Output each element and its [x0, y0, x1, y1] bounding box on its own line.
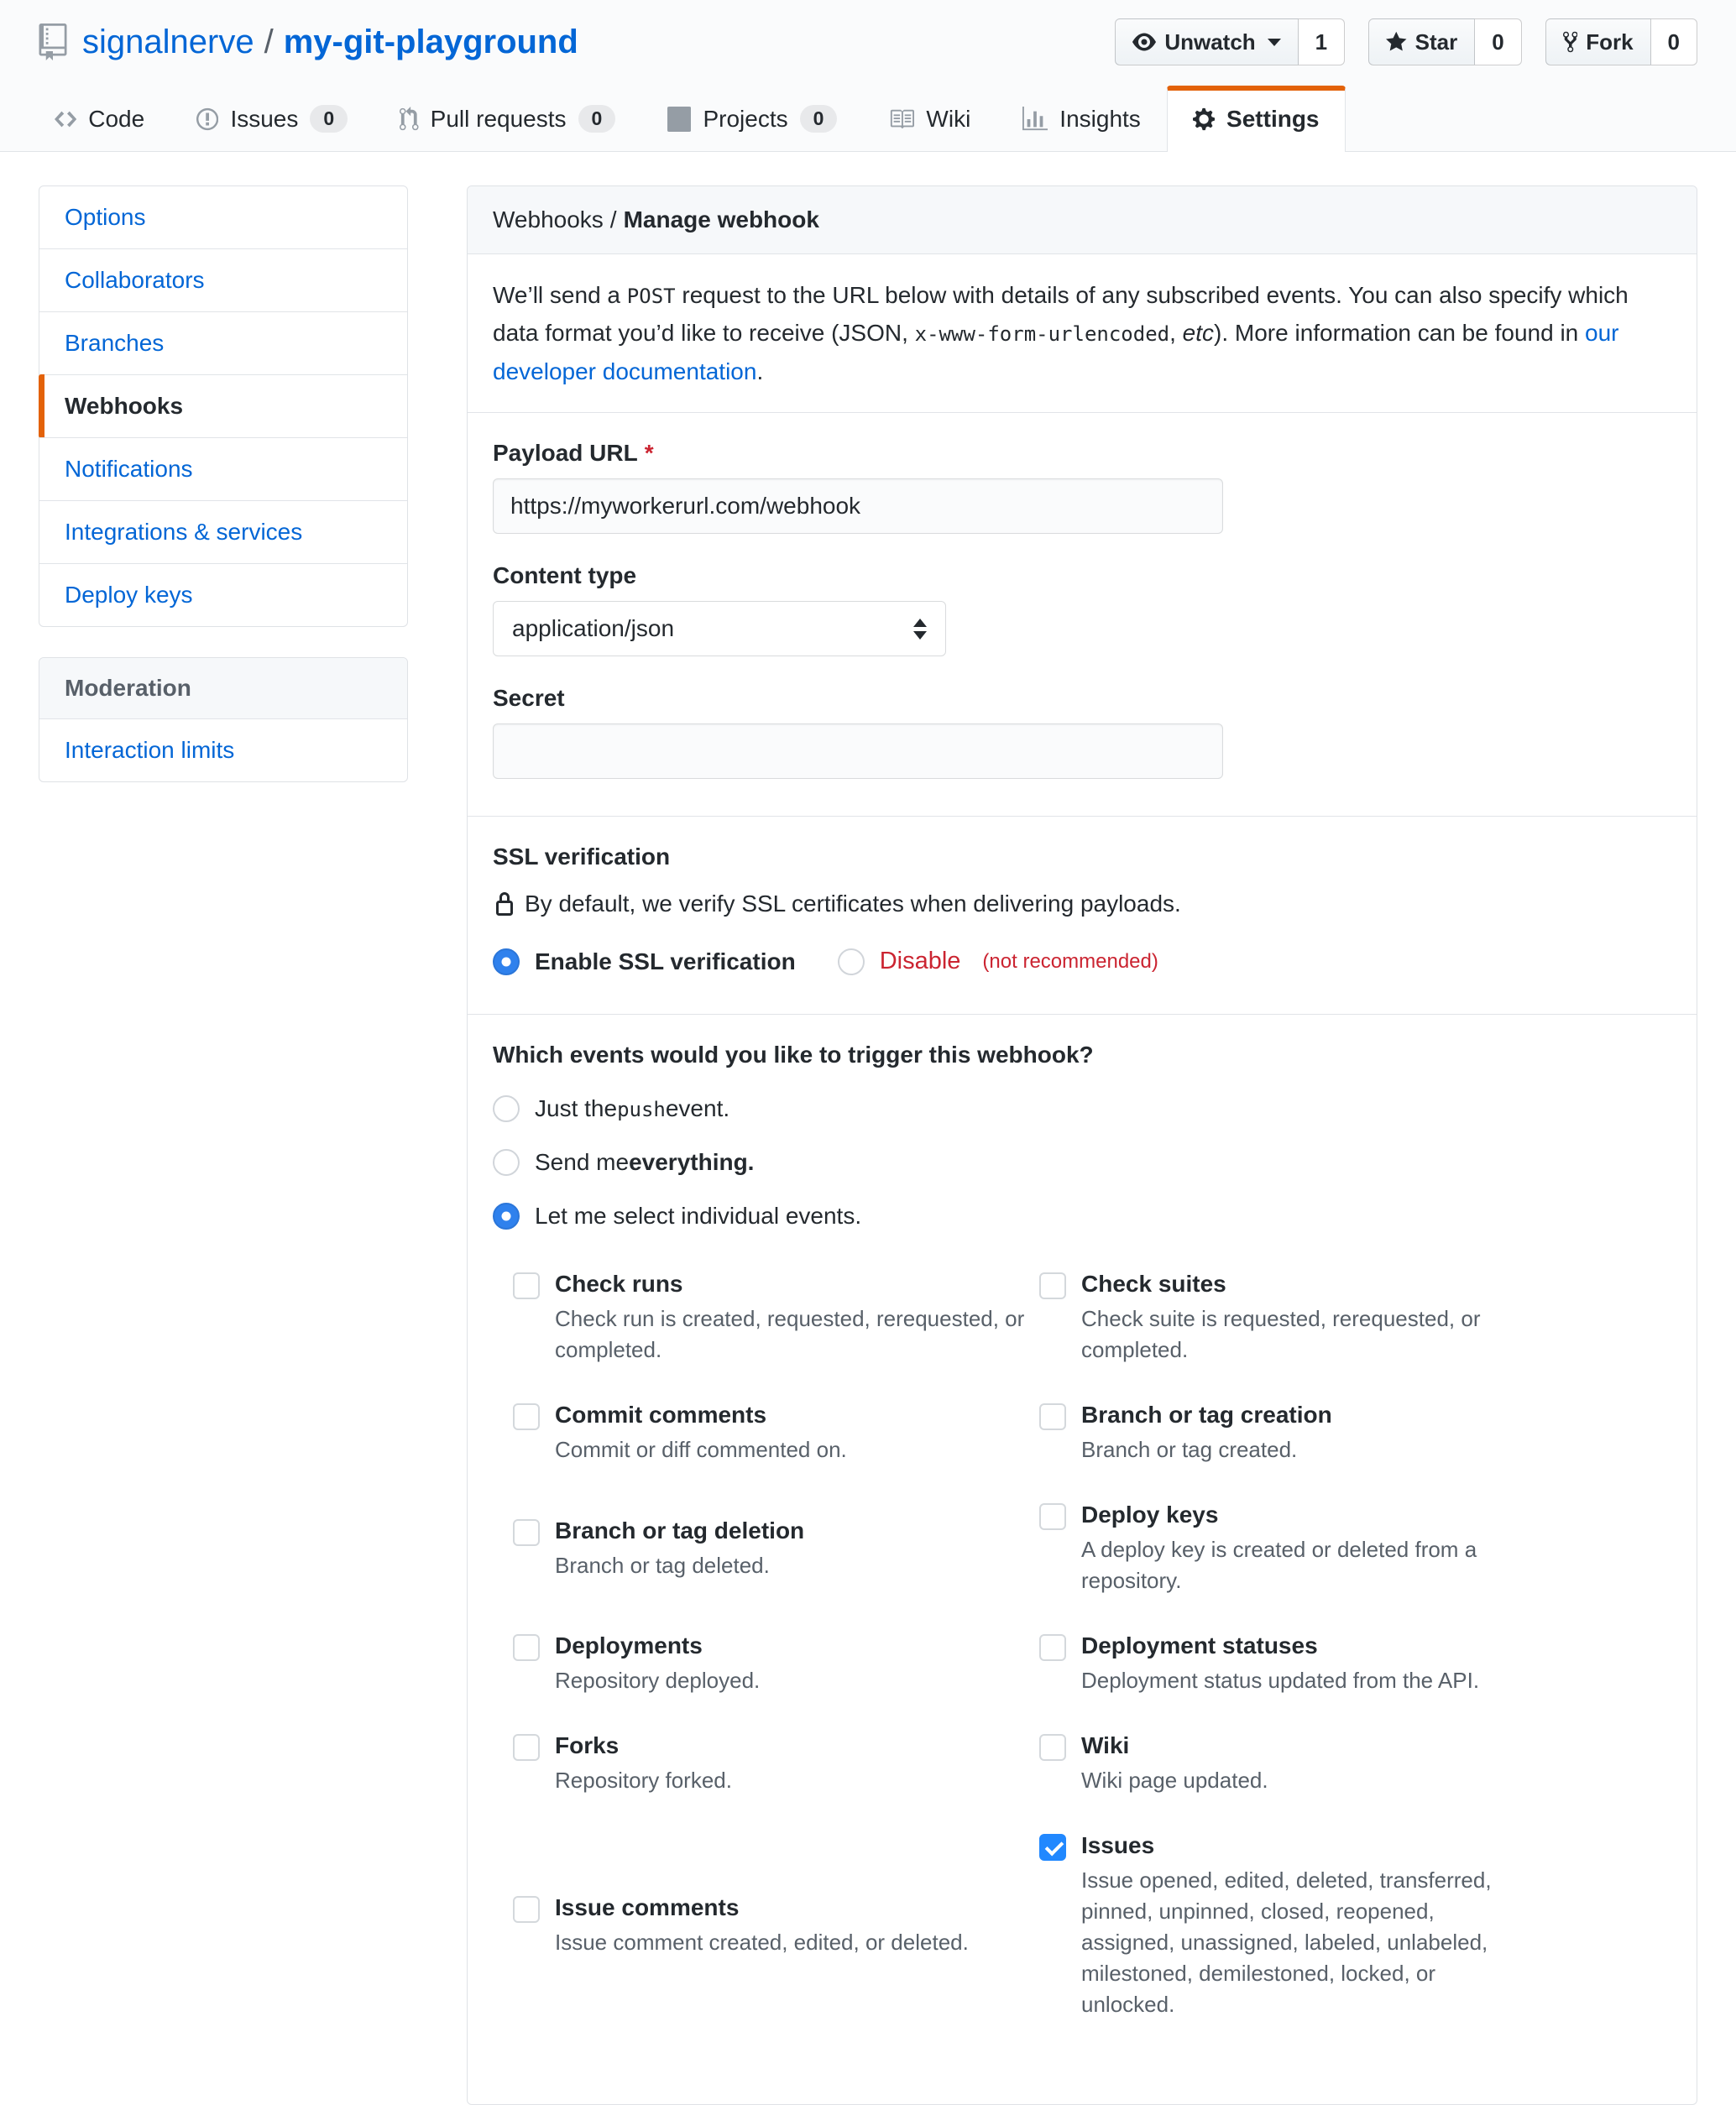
- event-row-6: [513, 1830, 1671, 2020]
- branch-deletion-desc: Branch or tag deleted.: [555, 1552, 770, 1578]
- main-content: [0, 152, 1736, 2105]
- event-issues: [1039, 1830, 1566, 2020]
- ssl-note-text: By default, we verify SSL certificates when delivering payloads.: [525, 891, 1181, 917]
- panel-breadcrumb: [468, 186, 1697, 254]
- everything-label: [535, 1149, 754, 1176]
- individual-events-label: [535, 1203, 861, 1230]
- event-option-push: [493, 1095, 1671, 1122]
- deploy-keys-title: Deploy keys: [1081, 1502, 1219, 1528]
- eye-icon: [1132, 30, 1156, 54]
- breadcrumb-webhooks-link[interactable]: Webhooks: [493, 206, 604, 232]
- content-type-value: application/json: [512, 615, 675, 642]
- content-type-select[interactable]: [493, 601, 946, 656]
- intro-code-urlencoded: x-www-form-urlencoded: [914, 322, 1170, 347]
- event-issue-comments: [513, 1892, 1039, 1958]
- issues-counter: 0: [310, 105, 348, 133]
- intro-part5: .: [756, 358, 764, 384]
- intro-code-post: POST: [626, 285, 676, 308]
- ssl-heading: SSL verification: [493, 844, 671, 870]
- secret-input[interactable]: [493, 723, 1223, 779]
- tab-pull-requests[interactable]: [374, 86, 641, 151]
- stars-count[interactable]: 0: [1475, 18, 1521, 65]
- event-row-1: [513, 1268, 1671, 1366]
- issues-desc: Issue opened, edited, deleted, transferred, pinned, unpinned, closed, reopened, assigned, unassigned, labeled, unlabeled, milestoned, demilestoned, locked, or unlocked.: [1081, 1867, 1492, 2018]
- settings-nav-box: [39, 185, 408, 627]
- check-suites-checkbox[interactable]: [1039, 1272, 1066, 1299]
- pull-request-icon: [400, 107, 419, 132]
- enable-ssl-option: [493, 948, 796, 975]
- everything-pre: Send me: [535, 1149, 630, 1176]
- intro-part3: ,: [1169, 320, 1183, 347]
- fork-label: Fork: [1586, 29, 1634, 55]
- watch-group: [1115, 18, 1345, 65]
- forks-title: Forks: [555, 1732, 620, 1759]
- events-grid: [513, 1268, 1671, 2020]
- moderation-header: Moderation: [39, 658, 407, 719]
- event-option-everything: [493, 1149, 1671, 1176]
- payload-url-label-text: Payload URL: [493, 440, 638, 467]
- event-deploy-keys: [1039, 1499, 1566, 1596]
- secret-label: Secret: [493, 685, 565, 712]
- tab-insights[interactable]: [996, 86, 1167, 151]
- repo-owner-link[interactable]: signalnerve: [82, 24, 254, 60]
- event-forks: [513, 1730, 1039, 1796]
- repo-icon: [39, 24, 82, 60]
- tab-insights-label: Insights: [1059, 105, 1141, 132]
- branch-creation-desc: Branch or tag created.: [1081, 1437, 1298, 1463]
- sidebar-item-notifications[interactable]: Notifications: [39, 437, 407, 500]
- commit-comments-desc: Commit or diff commented on.: [555, 1437, 847, 1463]
- deployment-statuses-title: Deployment statuses: [1081, 1632, 1318, 1659]
- deployment-statuses-checkbox[interactable]: [1039, 1634, 1066, 1661]
- deployments-title: Deployments: [555, 1632, 703, 1659]
- commit-comments-checkbox[interactable]: [513, 1403, 540, 1430]
- check-suites-desc: Check suite is requested, rerequested, or completed.: [1081, 1306, 1481, 1363]
- unwatch-button[interactable]: [1115, 18, 1298, 65]
- repo-name-link[interactable]: my-git-playground: [283, 24, 578, 60]
- wiki-checkbox[interactable]: [1039, 1734, 1066, 1761]
- push-pre: Just the: [535, 1095, 618, 1122]
- event-commit-comments: [513, 1399, 1039, 1465]
- wiki-desc: Wiki page updated.: [1081, 1768, 1268, 1794]
- payload-url-input[interactable]: [493, 478, 1223, 534]
- event-row-3: [513, 1499, 1671, 1596]
- content-type-label: Content type: [493, 562, 637, 589]
- graph-icon: [1022, 107, 1048, 132]
- tab-issues-label: Issues: [230, 105, 299, 132]
- settings-sidebar: [39, 185, 408, 782]
- ssl-radio-group: [493, 948, 1671, 975]
- event-deployment-statuses: [1039, 1630, 1566, 1696]
- developer-docs-link[interactable]: our developer documentation: [493, 320, 1619, 384]
- issue-comments-desc: Issue comment created, edited, or deleted.: [555, 1930, 969, 1956]
- deployment-statuses-desc: Deployment status updated from the API.: [1081, 1668, 1480, 1694]
- ssl-note: [493, 891, 1671, 917]
- deployments-desc: Repository deployed.: [555, 1668, 761, 1694]
- lock-icon: [493, 891, 513, 917]
- intro-part2: request to the URL below with details of any subscribed events. You can also specify which data format you’d like to receive (JSON,: [493, 282, 1629, 347]
- individual-pre: Let me select individual events.: [535, 1203, 862, 1230]
- tab-projects[interactable]: [641, 86, 863, 151]
- enable-ssl-radio[interactable]: [493, 948, 520, 975]
- moderation-box: [39, 657, 408, 782]
- intro-text: [493, 276, 1661, 390]
- repo-nav: [29, 86, 1736, 151]
- repo-separator: /: [264, 24, 274, 60]
- disable-ssl-option: [838, 948, 1158, 975]
- caret-down-icon: [1268, 39, 1281, 46]
- fork-group: [1545, 18, 1697, 65]
- wiki-title: Wiki: [1081, 1732, 1130, 1759]
- intro-etc: etc: [1182, 320, 1215, 347]
- check-runs-checkbox[interactable]: [513, 1272, 540, 1299]
- issue-comments-title: Issue comments: [555, 1894, 740, 1921]
- star-label: Star: [1414, 29, 1458, 55]
- disable-ssl-radio[interactable]: [838, 948, 865, 975]
- enable-ssl-label: Enable SSL verification: [535, 948, 796, 974]
- book-icon: [889, 107, 914, 132]
- tab-wiki-label: Wiki: [926, 105, 971, 132]
- issue-comments-checkbox[interactable]: [513, 1896, 540, 1923]
- branch-creation-checkbox[interactable]: [1039, 1403, 1066, 1430]
- event-row-4: [513, 1630, 1671, 1696]
- event-option-individual: [493, 1203, 1671, 1230]
- sidebar-item-branches[interactable]: Branches: [39, 311, 407, 374]
- ssl-section: [468, 817, 1697, 1015]
- event-check-runs: [513, 1268, 1039, 1366]
- branch-creation-title: Branch or tag creation: [1081, 1402, 1332, 1429]
- push-code: push: [617, 1098, 666, 1122]
- push-event-radio[interactable]: [493, 1095, 520, 1122]
- deployments-checkbox[interactable]: [513, 1634, 540, 1661]
- event-deployments: [513, 1630, 1039, 1696]
- tab-pulls-label: Pull requests: [430, 105, 567, 132]
- sidebar-item-deploy-keys[interactable]: Deploy keys: [39, 563, 407, 626]
- select-arrows-icon: [913, 619, 927, 640]
- event-wiki: [1039, 1730, 1566, 1796]
- star-icon: [1386, 30, 1407, 54]
- check-suites-title: Check suites: [1081, 1271, 1226, 1298]
- page-header: [0, 0, 1736, 152]
- check-runs-title: Check runs: [555, 1271, 683, 1298]
- deploy-keys-checkbox[interactable]: [1039, 1503, 1066, 1530]
- breadcrumb-separator: /: [609, 206, 617, 232]
- sidebar-item-collaborators[interactable]: Collaborators: [39, 248, 407, 311]
- watchers-count[interactable]: 1: [1299, 18, 1345, 65]
- intro-section: [468, 254, 1697, 413]
- event-check-suites: [1039, 1268, 1566, 1366]
- sidebar-item-options[interactable]: Options: [65, 204, 146, 230]
- fork-icon: [1563, 30, 1578, 54]
- event-row-5: [513, 1730, 1671, 1796]
- check-runs-desc: Check run is created, requested, rerequested, or completed.: [555, 1306, 1025, 1363]
- everything-bold: everything.: [629, 1149, 755, 1176]
- tab-code[interactable]: [29, 86, 170, 151]
- unwatch-label: Unwatch: [1164, 29, 1256, 55]
- fork-button[interactable]: [1545, 18, 1651, 65]
- tab-projects-label: Projects: [703, 105, 788, 132]
- branch-deletion-title: Branch or tag deletion: [555, 1517, 805, 1543]
- event-branch-deletion: [513, 1515, 1039, 1581]
- repo-title: [39, 18, 578, 65]
- tab-settings[interactable]: [1167, 86, 1346, 152]
- push-post: event.: [665, 1095, 730, 1122]
- disable-ssl-note: (not recommended): [982, 949, 1158, 973]
- intro-part4: ). More information can be found in: [1214, 320, 1586, 347]
- event-row-2: [513, 1399, 1671, 1465]
- tab-settings-label: Settings: [1226, 105, 1320, 132]
- tab-code-label: Code: [88, 105, 145, 132]
- forks-checkbox[interactable]: [513, 1734, 540, 1761]
- webhook-form-section: [468, 413, 1697, 817]
- pulls-counter: 0: [578, 105, 616, 133]
- repo-actions: [1115, 18, 1697, 65]
- star-button[interactable]: [1368, 18, 1475, 65]
- intro-part1: We’ll send a: [493, 282, 627, 308]
- breadcrumb-current: Manage webhook: [623, 206, 819, 232]
- forks-desc: Repository forked.: [555, 1768, 732, 1794]
- issues-title: Issues: [1081, 1832, 1155, 1859]
- events-section: [468, 1015, 1697, 2104]
- code-icon: [55, 107, 76, 132]
- event-branch-creation: [1039, 1399, 1566, 1465]
- disable-ssl-label: Disable: [879, 948, 961, 975]
- deploy-keys-desc: A deploy key is created or deleted from a repository.: [1081, 1537, 1477, 1594]
- webhook-panel: [467, 185, 1697, 2105]
- push-event-label: [535, 1095, 729, 1122]
- required-asterisk: *: [644, 440, 654, 467]
- project-icon: [667, 107, 691, 132]
- payload-url-label: [493, 440, 1671, 467]
- sidebar-item-webhooks[interactable]: Webhooks: [39, 374, 407, 437]
- projects-counter: 0: [800, 105, 838, 133]
- issue-opened-icon: [196, 107, 218, 132]
- issues-checkbox[interactable]: [1039, 1834, 1066, 1861]
- events-heading: Which events would you like to trigger this webhook?: [493, 1042, 1094, 1068]
- forks-count[interactable]: 0: [1651, 18, 1697, 65]
- sidebar-item-interaction-limits[interactable]: Interaction limits: [65, 737, 235, 763]
- star-group: [1368, 18, 1522, 65]
- gear-icon: [1193, 107, 1215, 132]
- tab-issues[interactable]: [170, 86, 374, 151]
- everything-radio[interactable]: [493, 1149, 520, 1176]
- commit-comments-title: Commit comments: [555, 1402, 767, 1429]
- branch-deletion-checkbox[interactable]: [513, 1519, 540, 1546]
- sidebar-item-integrations[interactable]: Integrations & services: [39, 500, 407, 563]
- tab-wiki[interactable]: [863, 86, 996, 151]
- individual-events-radio[interactable]: [493, 1203, 520, 1230]
